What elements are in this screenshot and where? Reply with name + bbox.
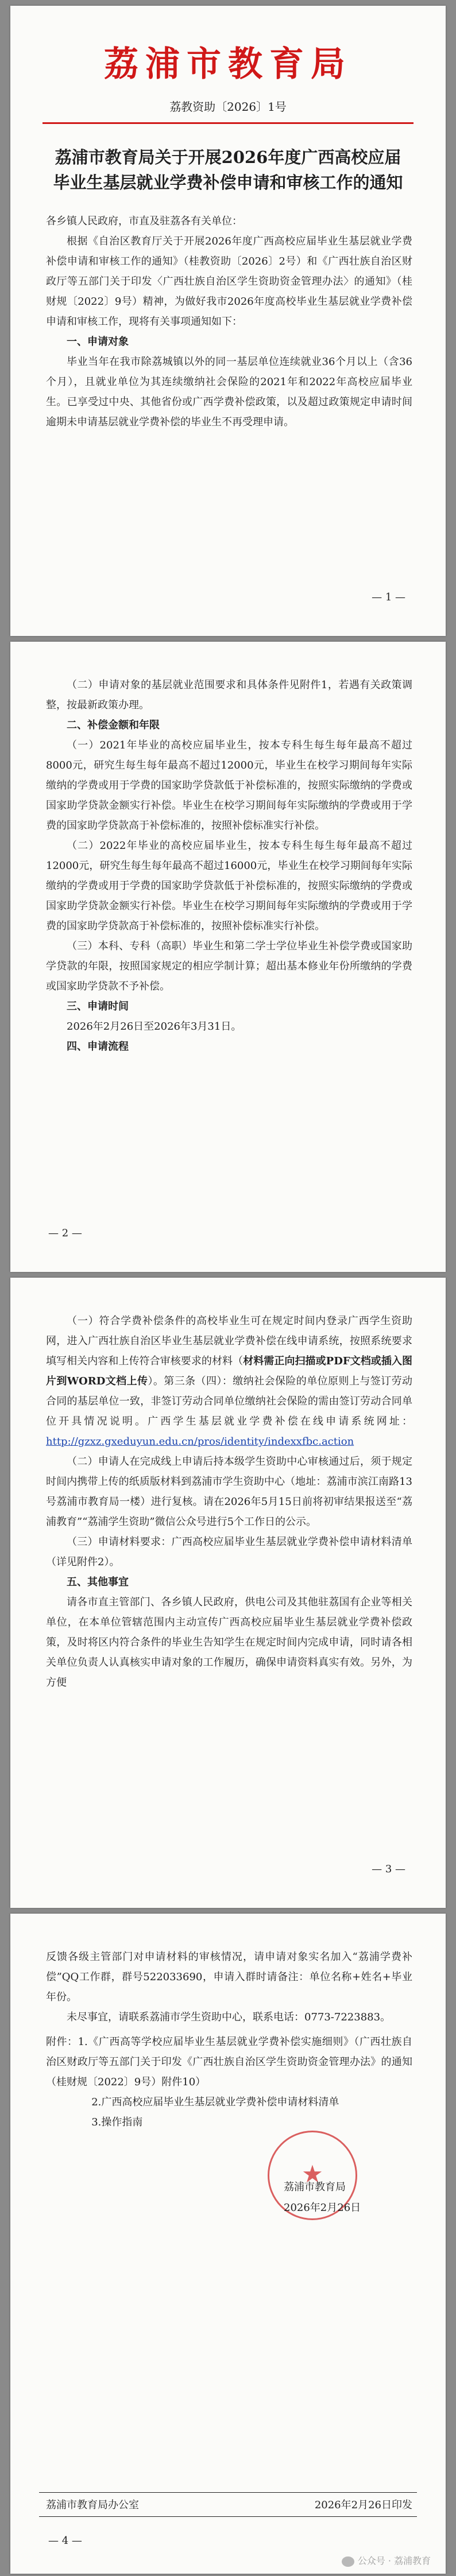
section-1-paragraph: 毕业当年在我市除荔城镇以外的同一基层单位连续就业36个月以上（含36个月），且就业单位为其连续缴纳社会保险的2021年和2022年高校应届毕业生。已享受过中央、其他省份或广西学费补偿政策，以及超过政策规定申请时间逾期未申请基层就业学费补偿的毕业生不再受理申请。 (46, 356, 412, 428)
attachments-list (46, 2032, 412, 2132)
page-number: — 4 — (48, 2535, 82, 2547)
paragraph: 请各市直主管部门、各乡镇人民政府，供电公司及其他驻荔国有企业等相关单位，在本单位管辖范围内主动宣传广西高校应届毕业生基层就业学费补偿政策，及时将区内符合条件的毕业生告知学生在规定时间内完成申请，同时请各相关单位负责人认真核实申请对象的工作履历，确保申请资料真实有效。另外，为方便 (46, 1596, 412, 1689)
intro-paragraph: 根据《自治区教育厅关于开展2026年度广西高校应届毕业生基层就业学费补偿申请和审核工作的通知》（桂教资助〔2026〕2号）和《广西壮族自治区财政厅等五部门关于印发〈广西壮族自治区学生资助资金管理办法〉的通知》（桂财规〔2022〕9号）精神，为做好我市2026年度高校毕业生基层就业学费补偿申请和审核工作，现将有关事项通知如下： (46, 235, 412, 328)
paragraph: 未尽事宜，请联系荔浦市学生资助中心，联系电话：0773-7223883。 (67, 2011, 391, 2023)
wechat-watermark: 公众号 · 荔浦教育 (342, 2554, 431, 2567)
paragraph: （二）2022年毕业的高校应届毕业生，按本专科生每生每年最高不超过12000元，研究生每生每年最高不超过16000元，毕业生在校学习期间每年实际缴纳的学费或用于学费的国家助学贷款低于补偿标准的，按照实际缴纳的学费或国家助学贷款金额实行补偿。毕业生在校学习期间每年实际缴纳的学费或用于学费的国家助学贷款高于补偿标准的，按照补偿标准实行补偿。 (46, 840, 412, 932)
page-number: — 1 — (372, 591, 405, 603)
document-page-2 (10, 642, 446, 1272)
paragraph: （一）2021年毕业的高校应届毕业生，按本专科生每生每年最高不超过8000元，研究生每生每年最高不超过12000元，毕业生在校学习期间每年实际缴纳的学费或用于学费的国家助学贷款低于补偿标准的，按照实际缴纳的学费或国家助学贷款金额实行补偿。毕业生在校学习期间每年实际缴纳的学费或用于学费的国家助学贷款高于补偿标准的，按照补偿标准实行补偿。 (46, 739, 412, 832)
paragraph: 反馈各级主管部门对申请材料的审核情况，请申请对象实名加入“荔浦学费补偿”QQ工作群，群号522033690，申请入群时请备注：单位名称+姓名+毕业年份。 (46, 1951, 412, 2003)
paragraph: （三）申请材料要求：广西高校应届毕业生基层就业学费补偿申请材料清单（详见附件2）。 (46, 1536, 412, 1568)
system-url-link[interactable]: http://gzxz.gxeduyun.edu.cn/pros/identity/indexxfbc.action (46, 1436, 354, 1448)
paragraph: （一）符合学费补偿条件的高校毕业生可在规定时间内登录广西学生资助网，进入广西壮族自治区毕业生基层就业学费补偿在线申请系统，按照系统要求填写相关内容和上传符合审核要求的材料（材料需正向扫描或PDF文档或插入图片到WORD文档上传）。第三条（四）：缴纳社会保险的单位原则上与签订劳动合同的基层单位一致，非签订劳动合同单位缴纳社会保险的需由签订劳动合同单位开具情况说明。广西学生基层就业学费补偿在线申请系统网址：http://gzxz.gxeduyun.edu.cn/pros/identity/indexxfbc.action (46, 1315, 413, 1448)
paragraph: （二）申请对象的基层就业范围要求和具体条件见附件1，若遇有关政策调整，按最新政策办理。 (46, 679, 412, 711)
document-number: 荔教资助〔2026〕1号 (169, 100, 287, 114)
attachment-item: 2.广西高校应届毕业生基层就业学费补偿申请材料清单 (91, 2096, 339, 2108)
document-title: 荔浦市教育局关于开展2026年度广西高校应届毕业生基层就业学费补偿申请和审核工作的通知 (53, 148, 403, 192)
application-time: 2026年2月26日至2026年3月31日。 (67, 1021, 242, 1033)
seal-star-icon: ★ (302, 2160, 323, 2188)
footer-rule-top (39, 2492, 417, 2493)
bold-requirement: 材料需正向扫描或PDF文档或插入图片到WORD文档上传 (46, 1355, 412, 1387)
red-divider-line (42, 122, 414, 124)
attachment-item: 3.操作指南 (91, 2116, 143, 2128)
wechat-icon (342, 2556, 354, 2567)
signature-org: 荔浦市教育局 (284, 2181, 346, 2193)
attachment-item: 附件：1.《广西高等学校应届毕业生基层就业学费补偿实施细则》（广西壮族自治区财政厅等五部门关于印发《广西壮族自治区学生资助资金管理办法》的通知（桂财规〔2022〕9号）附件10） (46, 2036, 412, 2088)
document-page-1 (10, 6, 446, 636)
section-heading-1: 一、申请对象 (67, 336, 129, 348)
red-header-title: 荔浦市教育局 (104, 44, 352, 84)
document-page-3 (10, 1278, 446, 1908)
page3-body (10, 1311, 446, 1693)
page-number: — 2 — (48, 1227, 82, 1239)
paragraph: （三）本科、专科（高职）毕业生和第二学士学位毕业生补偿学费或国家助学贷款的年限，按照国家规定的相应学制计算；超出基本修业年份所缴纳的学费或国家助学贷款不予补偿。 (46, 940, 412, 992)
footer-office: 荔浦市教育局办公室 (46, 2499, 139, 2511)
section-heading-3: 三、申请时间 (67, 1000, 129, 1012)
paragraph: （二）申请人在完成线上申请后持本级学生资助中心审核通过后，须于规定时间内携带上传的纸质版材料到荔浦市学生资助中心（地址：荔浦市滨江南路13号荔浦市教育局一楼）进行复核。请在2026年5月15日前将初审结果报送至“荔浦教育”“荔浦学生资助”微信公众号进行5个工作日的公示。 (46, 1456, 412, 1528)
page1-body (10, 211, 446, 432)
page4-body (10, 1947, 446, 2132)
section-heading-2: 二、补偿金额和年限 (67, 719, 160, 731)
footer (46, 2497, 412, 2512)
page2-body (10, 675, 446, 1057)
salutation: 各乡镇人民政府，市直及驻荔各有关单位： (46, 215, 242, 227)
page-number: — 3 — (372, 1863, 405, 1875)
footer-date: 2026年2月26日印发 (314, 2499, 412, 2511)
section-heading-4: 四、申请流程 (67, 1041, 129, 1053)
section-heading-5: 五、其他事宜 (67, 1576, 129, 1588)
signature-date: 2026年2月26日 (284, 2202, 361, 2214)
document-page-4 (10, 1914, 446, 2574)
footer-rule-bottom (39, 2516, 417, 2517)
